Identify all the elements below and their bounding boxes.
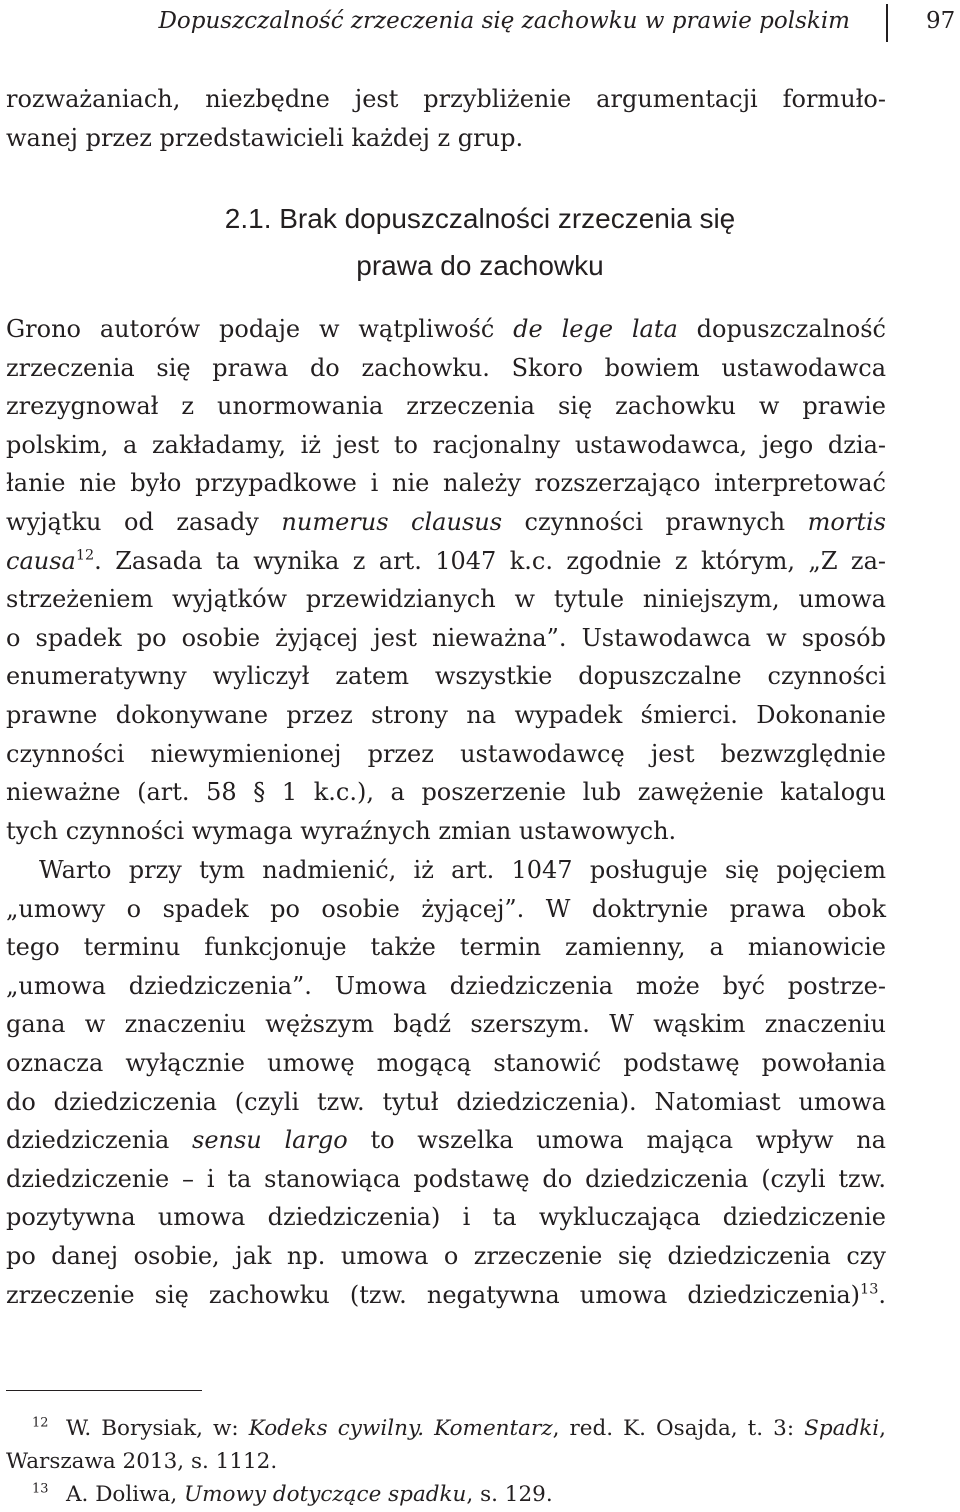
- text-line: zrzeczenia się prawa do zachowku. Skoro bowiem ustawodawca: [6, 353, 886, 382]
- text-line: enumeratywny wyliczył zatem wszystkie dopuszczalne czynności: [6, 662, 886, 691]
- text-span: ,: [879, 1416, 886, 1441]
- italic-term: mortis: [807, 507, 886, 536]
- footnote-number: 13: [32, 1481, 49, 1497]
- footnote-ref-12[interactable]: 12: [75, 547, 95, 564]
- text-line: tych czynności wymaga wyraźnych zmian ustawowych.: [6, 816, 677, 845]
- paragraph-1: [6, 310, 886, 850]
- italic-title: Spadki: [804, 1416, 880, 1441]
- footnotes: [6, 1412, 886, 1511]
- italic-title: Umowy dotyczące spadku: [184, 1482, 467, 1507]
- footnote-number: 12: [32, 1415, 49, 1431]
- page-number: 97: [926, 8, 956, 34]
- section-heading-line-2: prawa do zachowku: [356, 250, 604, 281]
- text-span: , red. K. Osajda, t. 3:: [552, 1416, 805, 1441]
- text-span: .: [878, 1280, 886, 1309]
- italic-term: sensu largo: [192, 1126, 348, 1155]
- paragraph-2: [6, 851, 886, 1314]
- footnote-13: [6, 1478, 886, 1511]
- text-line: pozytywna umowa dziedziczenia) i ta wykluczająca dziedziczenie: [6, 1203, 886, 1232]
- text-line: strzeżeniem wyjątków przewidzianych w tytule niniejszym, umowa: [6, 585, 886, 614]
- text-span: , s. 129.: [466, 1482, 553, 1507]
- text-line: Warto przy tym nadmienić, iż art. 1047 posługuje się pojęciem: [39, 856, 886, 884]
- text-line: zrezygnował z unormowania zrzeczenia się zachowku w prawie: [6, 392, 886, 421]
- text-span: dopuszczalność: [677, 315, 886, 343]
- text-span: W. Borysiak, w:: [66, 1416, 249, 1441]
- text-line: [6, 310, 886, 349]
- text-span: . Zasada ta wynika z art. 1047 k.c. zgodnie z którym, „Z za-: [94, 546, 886, 575]
- text-line: gana w znaczeniu węższym bądź szerszym. W wąskim znaczeniu: [6, 1010, 886, 1039]
- footnote-12: [6, 1412, 886, 1445]
- text-span: A. Doliwa,: [66, 1482, 185, 1507]
- text-line: czynności niewymienionej przez ustawodawcę jest bezwzględnie: [6, 739, 886, 768]
- text-line: do dziedziczenia (czyli tzw. tytuł dziedziczenia). Natomiast umowa: [6, 1087, 886, 1116]
- text-line: wanej przez przedstawicieli każdej z grup.: [6, 123, 524, 152]
- italic-title: Kodeks cywilny. Komentarz: [248, 1416, 553, 1441]
- text-span: to wszelka umowa mająca wpływ na: [347, 1126, 886, 1155]
- text-line: nieważne (art. 58 § 1 k.c.), a poszerzenie lub zawężenie katalogu: [6, 778, 886, 807]
- text-line: oznacza wyłącznie umowę mogącą stanowić podstawę powołania: [6, 1048, 886, 1077]
- italic-term: numerus clausus: [281, 507, 503, 536]
- text-line: [6, 542, 886, 581]
- text-span: zrzeczenie się zachowku (tzw. negatywna umowa dziedziczenia): [6, 1280, 861, 1309]
- italic-term: de lege lata: [513, 315, 678, 343]
- text-span: dziedziczenia: [6, 1126, 193, 1155]
- footnote-separator: [6, 1390, 202, 1391]
- text-line: o spadek po osobie żyjącej jest nieważna”. Ustawodawca w sposób: [6, 623, 886, 652]
- text-line: po danej osobie, jak np. umowa o zrzeczenie się dziedziczenia czy: [6, 1241, 886, 1270]
- text-line: prawne dokonywane przez strony na wypadek śmierci. Dokonanie: [6, 700, 886, 729]
- italic-term: causa: [6, 546, 76, 575]
- text-line: rozważaniach, niezbędne jest przybliżenie argumentacji formuło-: [6, 85, 886, 113]
- footnote-12-continuation: Warszawa 2013, s. 1112.: [6, 1449, 278, 1474]
- text-line: [6, 1121, 886, 1160]
- text-span: czynności prawnych: [502, 507, 808, 536]
- text-span: Grono autorów podaje w wątpliwość: [6, 315, 514, 343]
- text-span: wyjątku od zasady: [6, 507, 282, 536]
- header-divider: [886, 4, 888, 42]
- intro-paragraph: [6, 80, 886, 157]
- text-line: [6, 1276, 886, 1315]
- text-line: tego terminu funkcjonuje także termin zamienny, a mianowicie: [6, 933, 886, 962]
- text-line: polskim, a zakładamy, iż jest to racjonalny ustawodawca, jego dzia-: [6, 430, 886, 459]
- footnote-ref-13[interactable]: 13: [860, 1281, 879, 1298]
- text-line: „umowy o spadek po osobie żyjącej”. W doktrynie prawa obok: [6, 894, 886, 923]
- text-line: [6, 503, 886, 542]
- section-heading-line-1: 2.1. Brak dopuszczalności zrzeczenia się: [224, 203, 736, 234]
- text-line: dziedziczenie – i ta stanowiąca podstawę do dziedziczenia (czyli tzw.: [6, 1164, 886, 1193]
- text-line: „umowa dziedziczenia”. Umowa dziedziczenia może być postrze-: [6, 971, 886, 1000]
- text-line: łanie nie było przypadkowe i nie należy rozszerzająco interpretować: [6, 469, 886, 498]
- running-header-title: Dopuszczalność zrzeczenia się zachowku w prawie polskim: [158, 8, 850, 34]
